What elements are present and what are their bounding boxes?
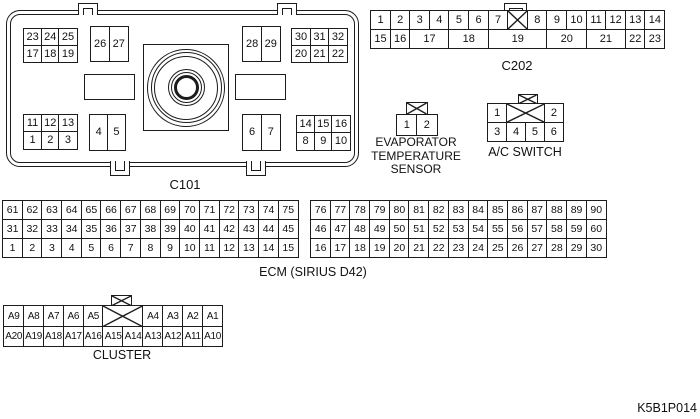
- pin-cell: 15: [370, 29, 391, 49]
- c101-bottom-tab-1: [110, 161, 130, 176]
- evap-label-line3: SENSOR: [390, 162, 442, 176]
- c101-blank-slot-left: [84, 74, 135, 100]
- pin-cell: 20: [291, 45, 311, 63]
- figure-code: K5B1P014: [637, 401, 697, 415]
- pin-cell: 88: [546, 200, 567, 220]
- pin-cell: 2: [544, 103, 564, 123]
- pin-cell: 56: [507, 219, 528, 239]
- pin-cell: A3: [162, 305, 183, 328]
- pin-cell: A4: [142, 305, 163, 328]
- x-mark-icon: [508, 11, 527, 29]
- pin-cell: A19: [23, 326, 44, 347]
- pin-cell: 50: [389, 219, 410, 239]
- pin-cell: 11: [199, 238, 220, 258]
- pin-cell: A2: [182, 305, 203, 328]
- pin-cell: 26: [507, 238, 528, 258]
- pin-cell: 78: [349, 200, 370, 220]
- pin-cell: 13: [625, 10, 646, 30]
- c101-pin-block-top-mid-right: [242, 26, 281, 62]
- pin-cell: 86: [507, 200, 528, 220]
- x-mark-icon: [519, 95, 537, 104]
- pin-cell: 38: [140, 219, 161, 239]
- pin-cell: 77: [330, 200, 351, 220]
- pin-cell: 55: [487, 219, 508, 239]
- pin-cell: A1: [202, 305, 223, 328]
- pin-cell: 11: [23, 114, 42, 133]
- pin-cell: 31: [2, 219, 23, 239]
- pin-cell: 4: [429, 10, 450, 30]
- keyway-x-cell: [506, 103, 545, 123]
- pin-cell: 1: [370, 10, 391, 30]
- pin-cell: A6: [63, 305, 84, 328]
- pin-cell: 45: [278, 219, 299, 239]
- pin-cell: A16: [83, 326, 104, 347]
- pin-cell: 5: [448, 10, 469, 30]
- pin-cell: 7: [261, 114, 281, 151]
- ac-switch-label: A/C SWITCH: [488, 145, 562, 159]
- pin-cell: 8: [527, 10, 548, 30]
- pin-cell: 48: [349, 219, 370, 239]
- pin-cell: 69: [160, 200, 181, 220]
- pin-cell: 79: [369, 200, 390, 220]
- ecm-pin-grid-right: [310, 200, 607, 258]
- pin-cell: 39: [160, 219, 181, 239]
- pin-cell: 36: [100, 219, 121, 239]
- pin-cell: 59: [566, 219, 587, 239]
- pin-cell: 21: [586, 29, 627, 49]
- evap-label: [371, 136, 461, 177]
- c101-pin-block-top-right: [291, 28, 348, 63]
- pin-cell: 1: [2, 238, 23, 258]
- ecm-pin-grid-left: [2, 200, 299, 258]
- c101-top-tab-1: [78, 3, 98, 15]
- pin-cell: 90: [586, 200, 607, 220]
- pin-cell: 66: [100, 200, 121, 220]
- pin-cell: 23: [644, 29, 665, 49]
- pin-cell: 29: [261, 26, 281, 62]
- x-mark-icon: [507, 104, 544, 122]
- pin-cell: A17: [63, 326, 84, 347]
- pin-cell: 60: [586, 219, 607, 239]
- pin-cell: 25: [58, 28, 77, 46]
- pin-cell: 11: [586, 10, 607, 30]
- pin-cell: 4: [61, 238, 82, 258]
- pin-cell: 13: [58, 114, 77, 133]
- pin-cell: 20: [389, 238, 410, 258]
- pin-cell: 12: [605, 10, 626, 30]
- pin-cell: 17: [330, 238, 351, 258]
- pin-cell: 17: [409, 29, 450, 49]
- pin-cell: 47: [330, 219, 351, 239]
- pin-cell: 89: [566, 200, 587, 220]
- pin-cell: 10: [566, 10, 587, 30]
- c101-pin-block-top-mid-left: [90, 26, 129, 62]
- pin-cell: 64: [61, 200, 82, 220]
- x-mark-icon: [103, 306, 142, 327]
- c101-mounting-ring: [147, 49, 225, 127]
- pin-cell: 6: [100, 238, 121, 258]
- pin-cell: 41: [199, 219, 220, 239]
- pin-cell: 5: [107, 114, 126, 151]
- pin-cell: 7: [488, 10, 509, 30]
- pin-cell: 8: [296, 132, 315, 151]
- pin-cell: 53: [448, 219, 469, 239]
- pin-cell: 12: [219, 238, 240, 258]
- pin-cell: 3: [58, 131, 77, 150]
- pin-cell: 42: [219, 219, 240, 239]
- pin-cell: A14: [122, 326, 143, 347]
- pin-cell: 3: [487, 122, 507, 142]
- pin-cell: A13: [142, 326, 163, 347]
- pin-cell: 46: [310, 219, 331, 239]
- c101-pin-block-top-left: [23, 28, 78, 63]
- pin-cell: 44: [258, 219, 279, 239]
- pin-cell: 24: [41, 28, 60, 46]
- pin-cell: A10: [202, 326, 223, 347]
- pin-cell: 5: [81, 238, 102, 258]
- pin-cell: 9: [314, 132, 333, 151]
- pin-cell: 65: [81, 200, 102, 220]
- pin-cell: 37: [120, 219, 141, 239]
- pin-cell: 74: [258, 200, 279, 220]
- c101-blank-slot-right: [235, 74, 286, 100]
- pin-cell: 10: [179, 238, 200, 258]
- c101-bottom-tab-2: [246, 161, 266, 176]
- pin-cell: 21: [310, 45, 330, 63]
- pin-cell: 31: [310, 28, 330, 46]
- pin-cell: 23: [23, 28, 42, 46]
- pin-cell: 20: [546, 29, 587, 49]
- pin-cell: 32: [22, 219, 43, 239]
- evap-pin-grid: [396, 114, 438, 136]
- pin-cell: A11: [182, 326, 203, 347]
- pin-cell: 62: [22, 200, 43, 220]
- pin-cell: 32: [328, 28, 348, 46]
- pin-cell: 82: [428, 200, 449, 220]
- pin-cell: 9: [546, 10, 567, 30]
- pin-cell: 23: [448, 238, 469, 258]
- c101-pin-block-bottom-mid-left: [89, 114, 126, 151]
- pin-cell: 10: [331, 132, 350, 151]
- pin-cell: 80: [389, 200, 410, 220]
- pin-cell: 16: [310, 238, 331, 258]
- pin-cell: 16: [331, 115, 350, 134]
- pin-cell: 43: [238, 219, 259, 239]
- pin-cell: 19: [369, 238, 390, 258]
- c202-label: C202: [501, 58, 533, 73]
- pin-cell: 21: [408, 238, 429, 258]
- ac-switch-pin-grid: [487, 103, 564, 142]
- keyway-x-cell: [507, 10, 528, 30]
- pin-cell: 4: [89, 114, 108, 151]
- pin-cell: A15: [102, 326, 123, 347]
- pin-cell: 18: [448, 29, 489, 49]
- c101-label: C101: [169, 177, 201, 192]
- pin-cell: 57: [527, 219, 548, 239]
- pin-cell: 85: [487, 200, 508, 220]
- pin-cell: 2: [416, 114, 438, 136]
- pin-cell: 61: [2, 200, 23, 220]
- cluster-keyway-tab: [111, 295, 132, 307]
- pin-cell: 1: [487, 103, 507, 123]
- c101-mounting-hole: [143, 44, 229, 131]
- evap-label-line2: TEMPERATURE: [371, 148, 461, 163]
- ecm-label: ECM (SIRIUS D42): [259, 265, 367, 279]
- pin-cell: 9: [160, 238, 181, 258]
- pin-cell: 2: [22, 238, 43, 258]
- pin-cell: 40: [179, 219, 200, 239]
- pin-cell: 35: [81, 219, 102, 239]
- x-mark-icon: [407, 103, 427, 114]
- c101-top-tab-2: [277, 3, 297, 15]
- pin-cell: 25: [487, 238, 508, 258]
- pin-cell: 83: [448, 200, 469, 220]
- pin-cell: 19: [488, 29, 548, 49]
- pin-cell: 6: [468, 10, 489, 30]
- pin-cell: 29: [566, 238, 587, 258]
- pin-cell: 3: [409, 10, 430, 30]
- pin-cell: A8: [23, 305, 44, 328]
- pin-cell: A12: [162, 326, 183, 347]
- pin-cell: A5: [83, 305, 104, 328]
- pin-cell: 63: [41, 200, 62, 220]
- pin-cell: 22: [625, 29, 646, 49]
- pin-cell: 24: [468, 238, 489, 258]
- pin-cell: A18: [43, 326, 64, 347]
- pin-cell: 22: [328, 45, 348, 63]
- pin-cell: 75: [278, 200, 299, 220]
- pin-cell: 54: [468, 219, 489, 239]
- c101-pin-block-bottom-left: [23, 114, 78, 150]
- c101-pin-block-bottom-mid-right: [242, 114, 281, 151]
- pin-cell: 84: [468, 200, 489, 220]
- pin-cell: 6: [544, 122, 564, 142]
- pin-cell: 5: [525, 122, 545, 142]
- pin-cell: A9: [3, 305, 24, 328]
- pin-cell: 19: [58, 45, 77, 63]
- pin-cell: 4: [506, 122, 526, 142]
- pin-cell: 72: [219, 200, 240, 220]
- pin-cell: 14: [296, 115, 315, 134]
- evap-keyway-tab: [406, 102, 428, 115]
- pin-cell: 27: [109, 26, 129, 62]
- pin-cell: 8: [140, 238, 161, 258]
- pin-cell: 26: [90, 26, 110, 62]
- pin-cell: 28: [546, 238, 567, 258]
- pin-cell: 13: [238, 238, 259, 258]
- pin-cell: 15: [314, 115, 333, 134]
- pin-cell: 52: [428, 219, 449, 239]
- pin-cell: 22: [428, 238, 449, 258]
- pin-cell: 27: [527, 238, 548, 258]
- pin-cell: 70: [179, 200, 200, 220]
- pin-cell: 58: [546, 219, 567, 239]
- pin-cell: 67: [120, 200, 141, 220]
- pin-cell: 28: [242, 26, 262, 62]
- pin-cell: 15: [278, 238, 299, 258]
- pin-cell: 18: [41, 45, 60, 63]
- pin-cell: 30: [586, 238, 607, 258]
- pin-cell: A7: [43, 305, 64, 328]
- pin-cell: 7: [120, 238, 141, 258]
- pin-cell: 1: [23, 131, 42, 150]
- c101-pin-block-bottom-right: [296, 115, 351, 151]
- pin-cell: 76: [310, 200, 331, 220]
- pin-cell: 51: [408, 219, 429, 239]
- pin-cell: 14: [258, 238, 279, 258]
- pin-cell: 2: [41, 131, 60, 150]
- pin-cell: 34: [61, 219, 82, 239]
- pin-cell: 14: [644, 10, 665, 30]
- pin-cell: A20: [3, 326, 24, 347]
- c202-pin-grid: [370, 10, 665, 49]
- ac-switch-keyway-tab: [518, 94, 538, 105]
- pin-cell: 17: [23, 45, 42, 63]
- pin-cell: 1: [396, 114, 418, 136]
- cluster-label: CLUSTER: [92, 348, 152, 362]
- evap-label-line1: EVAPORATOR: [375, 135, 457, 149]
- pin-cell: 81: [408, 200, 429, 220]
- pin-cell: 68: [140, 200, 161, 220]
- x-mark-icon: [112, 296, 131, 306]
- keyway-x-cell: [102, 305, 143, 328]
- pin-cell: 3: [41, 238, 62, 258]
- pin-cell: 87: [527, 200, 548, 220]
- pin-cell: 12: [41, 114, 60, 133]
- pin-cell: 16: [390, 29, 411, 49]
- pin-cell: 2: [390, 10, 411, 30]
- pin-cell: 6: [242, 114, 262, 151]
- cluster-pin-grid: [3, 305, 223, 347]
- pin-cell: 18: [349, 238, 370, 258]
- pin-cell: 33: [41, 219, 62, 239]
- pin-cell: 49: [369, 219, 390, 239]
- pin-cell: 71: [199, 200, 220, 220]
- pin-cell: 73: [238, 200, 259, 220]
- pin-cell: 30: [291, 28, 311, 46]
